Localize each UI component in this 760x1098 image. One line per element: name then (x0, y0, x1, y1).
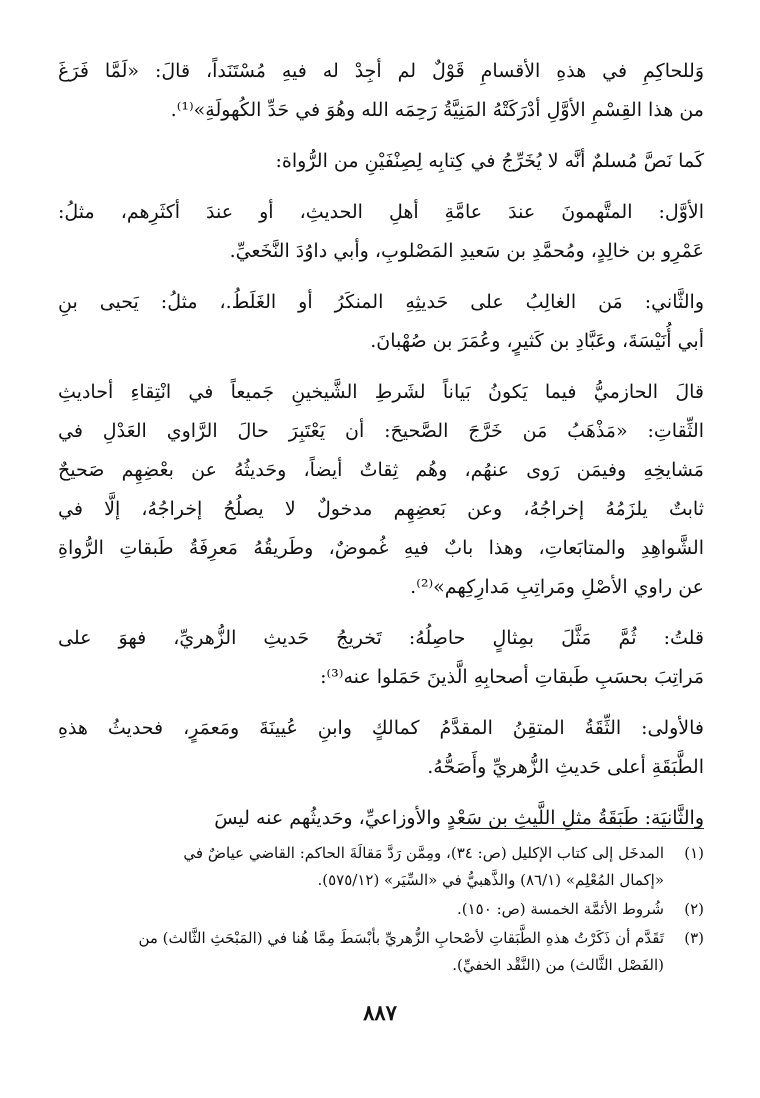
paragraph-2 (58, 142, 704, 181)
footnote-line: شُروط الأئمَّة الخمسة (ص: ١٥٠). (457, 900, 664, 918)
text-line: عن راوي الأصْلِ ومَراتِبِ مَدارِكِهم»⁽²⁾. (410, 576, 704, 598)
text-line: الشَّواهِدِ والمتابَعاتِ، وهذا بابٌ فيهِ غُموضٌ، وطَريقُهُ مَعرِفَةُ طَبقاتِ الرُّواةِ (58, 537, 704, 559)
main-text (58, 52, 704, 850)
paragraph-5 (58, 373, 704, 607)
text-line: قالَ الحازميُّ فيما يَكونُ بَياناً لشَرطِ الشَّيخينِ جَميعاً في انْتِقاءِ أحاديثِ (58, 381, 704, 403)
text-line: فالأولى: الثِّقَةُ المتقِنُ المقدَّمُ كمالكٍ وابنِ عُيينَةَ ومَعمَرٍ، فحديثُ هذهِ (58, 717, 704, 739)
text-line: الطَّبَقَةِ أعلى حَديثِ الزُّهريِّ وأَصَحُّهُ. (427, 756, 704, 778)
footnotes (58, 840, 704, 981)
paragraph-8 (58, 799, 704, 838)
footnote-number: (١) (684, 844, 704, 862)
footnote-line: (الفَصْل الثَّالث) من (النَّقْد الخفيِّ). (452, 956, 664, 974)
footnote (58, 925, 704, 979)
page-number: ٨٨٧ (363, 1000, 397, 1025)
text-line: والثَّاني: مَن الغالِبُ على حَديثِهِ المنكَرُ أو الغَلَطُ.، مثلُ: يَحيى بنِ (58, 291, 704, 313)
footnote-number: (٣) (684, 929, 704, 947)
text-line: ثابتٌ يلزَمُهُ إخراجُهُ، وعن بَعضِهِم مدخولٌ لا يصلُحُ إخراجُهُ، إلَّا في (58, 498, 704, 520)
footnote-divider (460, 828, 704, 829)
text-line: وَللحاكِمِ في هذهِ الأقسامِ قَوْلٌ لم أجِدْ له فيهِ مُسْتَنَداً، قالَ: «لَمَّا فَرَغَ (58, 60, 704, 82)
footnote-text (58, 925, 664, 979)
text-line: عَمْرِو بن خالِدٍ، ومُحمَّدِ بن سَعيدِ المَصْلوبِ، وأبي داوُدَ النَّخَعيِّ. (229, 240, 704, 262)
text-line: مَراتِبَ بحسَبِ طَبقاتِ أصحابِهِ الَّذينَ حَمَلوا عنه⁽³⁾: (320, 666, 704, 688)
paragraph-4 (58, 283, 704, 361)
text-line: كَما نَصَّ مُسلمٌ أنَّه لا يُخَرِّجُ في كِتابِه لِصِنْفَيْنِ من الرُّواة: (275, 150, 704, 172)
text-line: قلتُ: ثُمَّ مَثَّلَ بمِثالٍ حاصِلُهُ: تَخريجُ حَديثِ الزُّهريِّ، فهوَ على (58, 627, 704, 649)
text-line: من هذا القِسْمِ الأوَّلِ أدْرَكَتْهُ المَنِيَّةُ رَحِمَه الله وهُوَ في حَدِّ الكُهولَةِ»⁽¹⁾. (170, 99, 704, 121)
text-line: أبي أُنَيْسَةَ، وعَبَّادِ بن كَثيرٍ، وعُمَرَ بن صُهْبانَ. (370, 330, 704, 352)
footnote-line: المدخَل إلى كتاب الإكليل (ص: ٣٤)، ومِمَّن رَدَّ مَقالَةَ الحاكم: القاضي عياضٌ في (183, 844, 664, 862)
footnote-text (58, 840, 664, 894)
paragraph-7 (58, 709, 704, 787)
footnote-line: تَقَدَّم أن ذَكَرْتُ هذهِ الطَّبَقاتِ لأصْحابِ الزُّهريِّ بأبْسَطَ مِمَّا هُنا في (المَبْحَثِ الثَّالث) من (138, 929, 664, 947)
text-line: الثِّقاتِ: «مَذْهَبُ مَن خَرَّجَ الصَّحيحَ: أن يَعْتَبِرَ حالَ الرَّاوي العَدْلِ في (58, 420, 704, 442)
footnote-text (58, 896, 664, 923)
text-line: مَشايخِهِ وفيمَن رَوى عنهُم، وهُم ثِقاتٌ أيضاً، وحَديثُهُ عن بعْضِهِم صَحيحٌ (58, 459, 704, 481)
footnote-number: (٢) (684, 900, 704, 918)
text-line: والثَّانيَة: طَبَقَةُ مثلِ اللَّيثِ بن سَعْدٍ والأوزاعيِّ، وحَديثُهم عنه ليسَ (214, 807, 704, 829)
paragraph-3 (58, 193, 704, 271)
footnote (58, 840, 704, 894)
footnote-line: «إكمال المُعْلِم» (٨٦/١) والذَّهبيُّ في «السِّيَر» (٥٧٥/١٢). (317, 871, 664, 889)
paragraph-6 (58, 619, 704, 697)
footnote (58, 896, 704, 923)
paragraph-1 (58, 52, 704, 130)
text-line: الأوَّل: المتَّهمونَ عندَ عامَّةِ أهلِ الحديثِ، أو عندَ أكثَرِهم، مثلُ: (58, 201, 704, 223)
